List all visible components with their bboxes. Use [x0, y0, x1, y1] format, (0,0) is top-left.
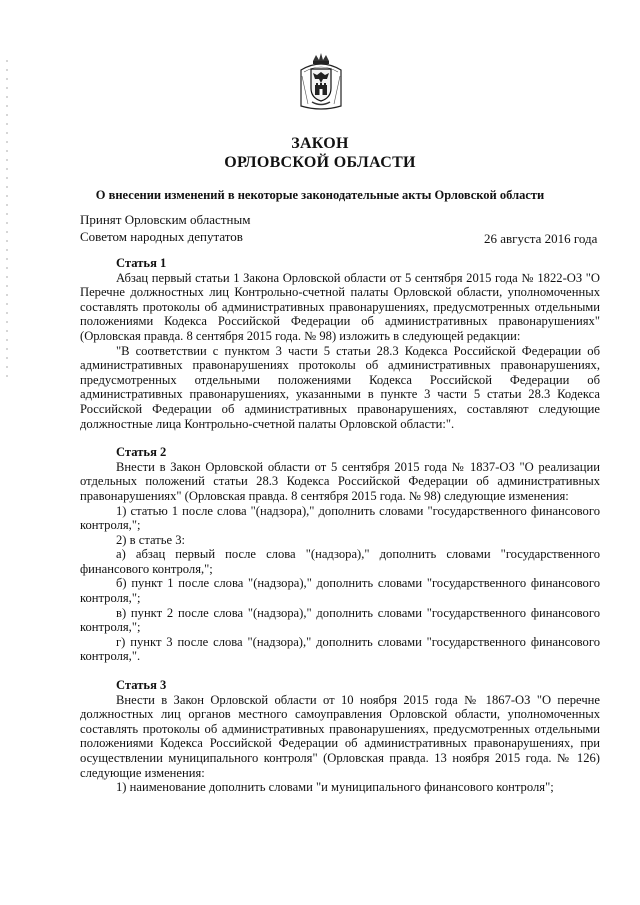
adoption-line-1: Принят Орловским областным [80, 212, 251, 227]
article-3 [80, 678, 600, 795]
article-2 [80, 445, 600, 664]
law-body [80, 256, 600, 795]
law-subtitle: О внесении изменений в некоторые законодательные акты Орловской области [95, 188, 545, 202]
coat-of-arms-emblem [298, 52, 344, 112]
law-title: ЗАКОН [291, 135, 349, 152]
article-paragraph: Абзац первый статьи 1 Закона Орловской области от 5 сентября 2015 года № 1822-ОЗ "О Перечне должностных лиц Контрольно-счетной палаты Орловской области, уполномоченных составлять протоколы об административных правонарушениях, предусмотренных отдельными положениями Кодекса Российской Федерации об административных правонарушениях" (Орловская правда. 8 сентября 2015 года. № 98) изложить в следующей редакции: [80, 270, 600, 343]
article-paragraph: "В соответствии с пунктом 3 части 5 статьи 28.3 Кодекса Российской Федерации об административных правонарушениях протоколы об административных правонарушениях, предусмотренных отдельными положениями Кодекса Российской Федерации об административных правонарушениях, указанными в пункте 3 части 5 статьи 28.3 Кодекса Российской Федерации об административных правонарушениях, составляют следующие должностные лица Контрольно-счетной палаты Орловской области:". [80, 343, 600, 431]
article-paragraph: г) пункт 3 после слова "(надзора)," дополнить словами "государственного финансового контроля,". [80, 634, 600, 664]
region-title: ОРЛОВСКОЙ ОБЛАСТИ [224, 154, 416, 171]
article-paragraph: 1) наименование дополнить словами "и муниципального финансового контроля"; [116, 780, 554, 795]
adoption-line-2: Советом народных депутатов [80, 229, 243, 244]
article-paragraph: 1) статью 1 после слова "(надзора)," дополнить словами "государственного финансового контроля,"; [80, 503, 600, 533]
article-paragraph: а) абзац первый после слова "(надзора)," дополнить словами "государственного финансового контроля,"; [80, 547, 600, 576]
article-1 [80, 256, 600, 431]
article-paragraph: Внести в Закон Орловской области от 5 сентября 2015 года № 1837-ОЗ "О реализации отдельных положений статьи 28.3 Кодекса Российской Федерации об административных правонарушениях" (Орловская правда. 8 сентября 2015 года. № 98) следующие изменения: [80, 459, 600, 503]
article-heading: Статья 3 [116, 678, 167, 693]
article-paragraph: в) пункт 2 после слова "(надзора)," дополнить словами "государственного финансового контроля,"; [80, 605, 600, 635]
adoption-block [80, 211, 250, 245]
article-paragraph: 2) в статье 3: [116, 532, 186, 547]
article-paragraph: Внести в Закон Орловской области от 10 ноября 2015 года № 1867-ОЗ "О перечне должностных лиц органов местного самоуправления Орловской области, уполномоченных составлять протоколы об административных правонарушениях, предусмотренных отдельными положениями Кодекса Российской Федерации об административных правонарушениях, при осуществлении муниципального контроля" (Орловская правда. 13 ноября 2015 года. № 126) следующие изменения: [80, 692, 600, 780]
adoption-date: 26 августа 2016 года [484, 231, 598, 246]
margin-marks [6, 60, 8, 380]
article-heading: Статья 2 [116, 445, 167, 460]
article-heading: Статья 1 [116, 256, 167, 270]
article-paragraph: б) пункт 1 после слова "(надзора)," дополнить словами "государственного финансового контроля,"; [80, 576, 600, 606]
